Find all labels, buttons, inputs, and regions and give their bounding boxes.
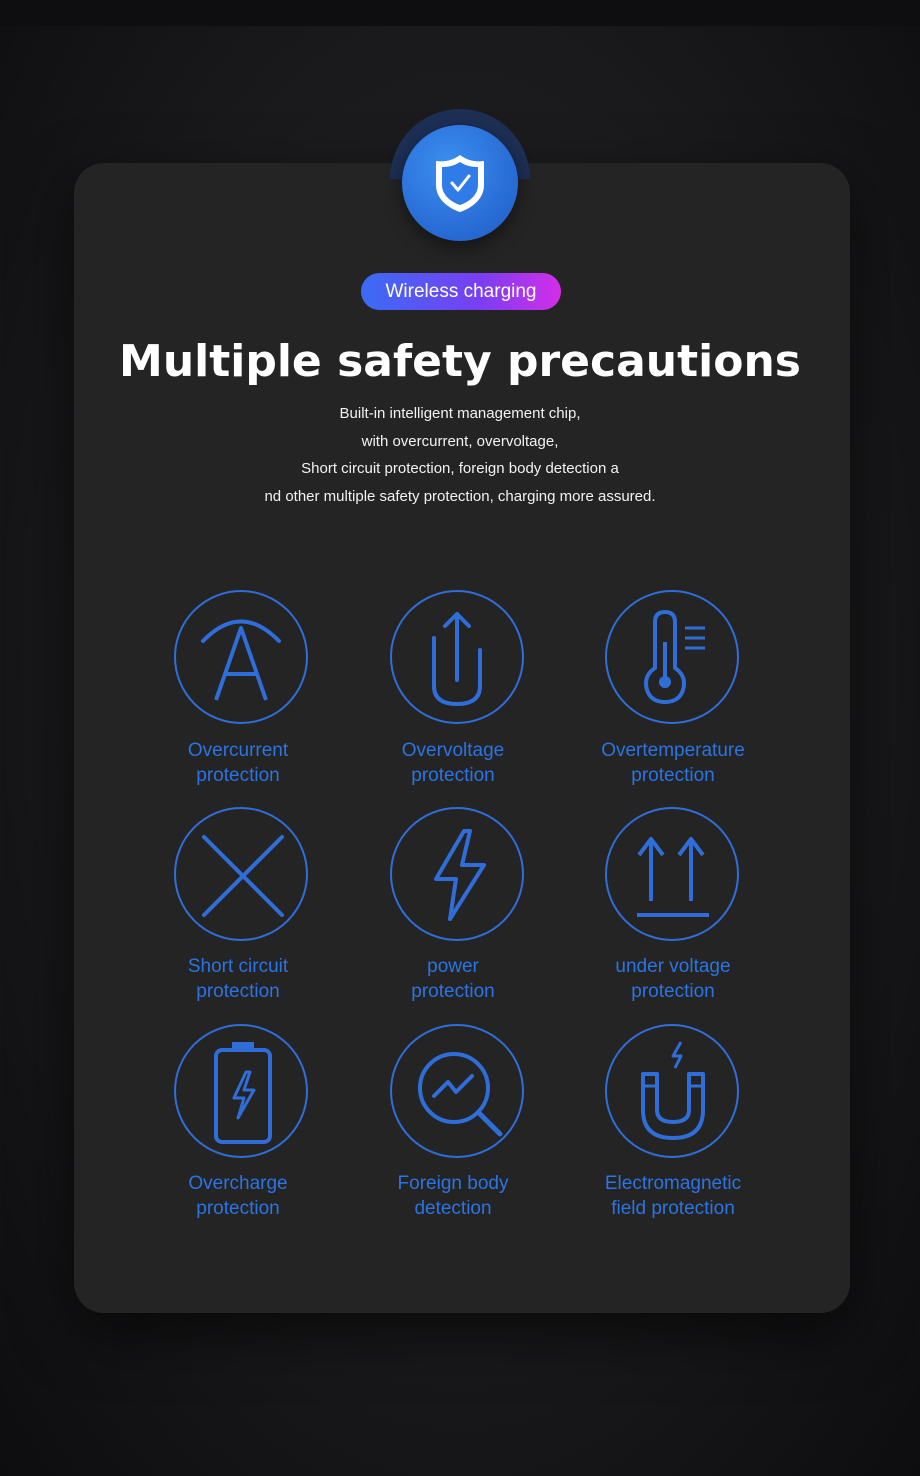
page-title: Multiple safety precautions [119, 336, 801, 387]
feature-label: Overcharge protection [188, 1173, 288, 1219]
thermometer-icon [605, 590, 739, 724]
lightning-bolt-icon [390, 807, 524, 941]
feature-label: Foreign body detection [397, 1173, 509, 1219]
description-line: nd other multiple safety protection, charging more assured. [264, 487, 656, 505]
feature-label: Short circuit protection [187, 956, 289, 1002]
magnifier-trend-icon [390, 1024, 524, 1158]
feature-label: power protection [411, 956, 495, 1002]
cross-icon [174, 807, 308, 941]
wireless-charging-pill: Wireless charging [361, 273, 561, 310]
battery-charge-icon [174, 1024, 308, 1158]
description-line: Built-in intelligent management chip, [339, 405, 581, 422]
top-strip [0, 0, 920, 26]
description [0, 400, 920, 510]
magnet-icon [605, 1024, 739, 1158]
shield-check-icon [402, 125, 518, 241]
feature-label: Overtemperature protection [601, 740, 745, 786]
description-line: Short circuit protection, foreign body detection a [301, 460, 619, 477]
feature-label: under voltage protection [615, 956, 731, 1002]
feature-label: Electromagnetic field protection [604, 1173, 742, 1219]
double-up-arrow-icon [605, 807, 739, 941]
feature-label: Overvoltage protection [401, 740, 505, 786]
feature-label: Overcurrent protection [187, 740, 289, 786]
ammeter-icon [174, 590, 308, 724]
u-turn-arrow-icon [390, 590, 524, 724]
description-line: with overcurrent, overvoltage, [361, 432, 559, 450]
